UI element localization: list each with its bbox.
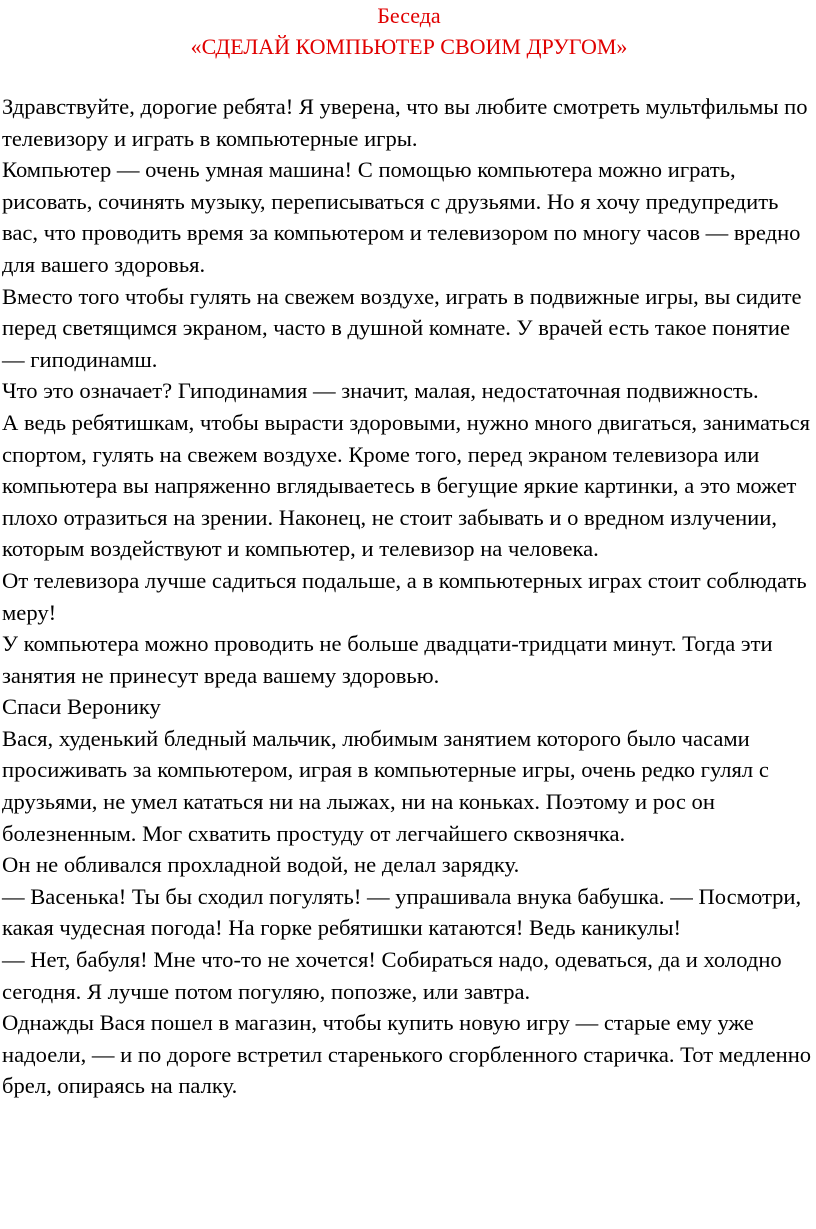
paragraph: Вместо того чтобы гулять на свежем воздухе, играть в подвижные игры, вы сидите перед светящимся экраном, часто в душной комнате. У врачей есть такое понятие — гиподинамш. — [2, 283, 802, 372]
paragraph: От телевизора лучше садиться подальше, а в компьютерных играх стоит соблюдать меру! — [2, 567, 807, 625]
section-title: Спаси Веронику — [2, 694, 161, 720]
paragraph: У компьютера можно проводить не больше двадцати-тридцати минут. Тогда эти занятия не принесут вреда вашему здоровью. — [2, 631, 773, 688]
document-title: «СДЕЛАЙ КОМПЬЮТЕР СВОИМ ДРУГОМ» — [190, 34, 628, 59]
paragraph: — Васенька! Ты бы сходил погулять! — упрашивала внука бабушка. — Посмотри, какая чудесная погода! На горке ребятишки катаются! Ведь каникулы! — [2, 883, 802, 941]
paragraph: — Нет, бабуля! Мне что-то не хочется! Собираться надо, одеваться, да и холодно сегодня. Я лучше потом погуляю, попозже, или завтра. — [2, 947, 782, 1004]
paragraph: Вася, худенький бледный мальчик, любимым занятием которого было часами просиживать за компьютером, играя в компьютерные игры, очень редко гулял с друзьями, не умел кататься ни на лыжах, ни на коньках. Поэтому и рос он болезненным. Мог схватить простуду от легчайшего сквознячка. — [2, 725, 769, 846]
paragraph: Что это означает? Гиподинамия — значит, малая, недостаточная подвижность. — [2, 378, 759, 404]
paragraph: Компьютер — очень умная машина! С помощью компьютера можно играть, рисовать, сочинять музыку, переписываться с друзьями. Но я хочу предупредить вас, что проводить время за компьютером и телевизором по многу часов — вредно для вашего здоровья. — [2, 157, 801, 277]
document-header — [2, 0, 816, 62]
paragraph: Однажды Вася пошел в магазин, чтобы купить новую игру — старые ему уже надоели, — и по дороге встретил старенького сгорбленного старичка. Тот медленно брел, опираясь на палку. — [2, 1010, 812, 1099]
document-body — [2, 91, 816, 1102]
paragraph: Здравствуйте, дорогие ребята! Я уверена, что вы любите смотреть мультфильмы по телевизору и играть в компьютерные игры. — [2, 94, 808, 151]
paragraph: Он не обливался прохладной водой, не делал зарядку. — [2, 852, 520, 878]
paragraph: А ведь ребятишкам, чтобы вырасти здоровыми, нужно много двигаться, заниматься спортом, гулять на свежем воздухе. Кроме того, перед экраном телевизора или компьютера вы напряженно вглядываетесь в бегущие яркие картинки, а это может плохо отразиться на зрении. Наконец, не стоит забывать и о вредном излучении, которым воздействуют и компьютер, и телевизор на человека. — [2, 409, 811, 562]
document-heading: Беседа — [377, 3, 441, 28]
